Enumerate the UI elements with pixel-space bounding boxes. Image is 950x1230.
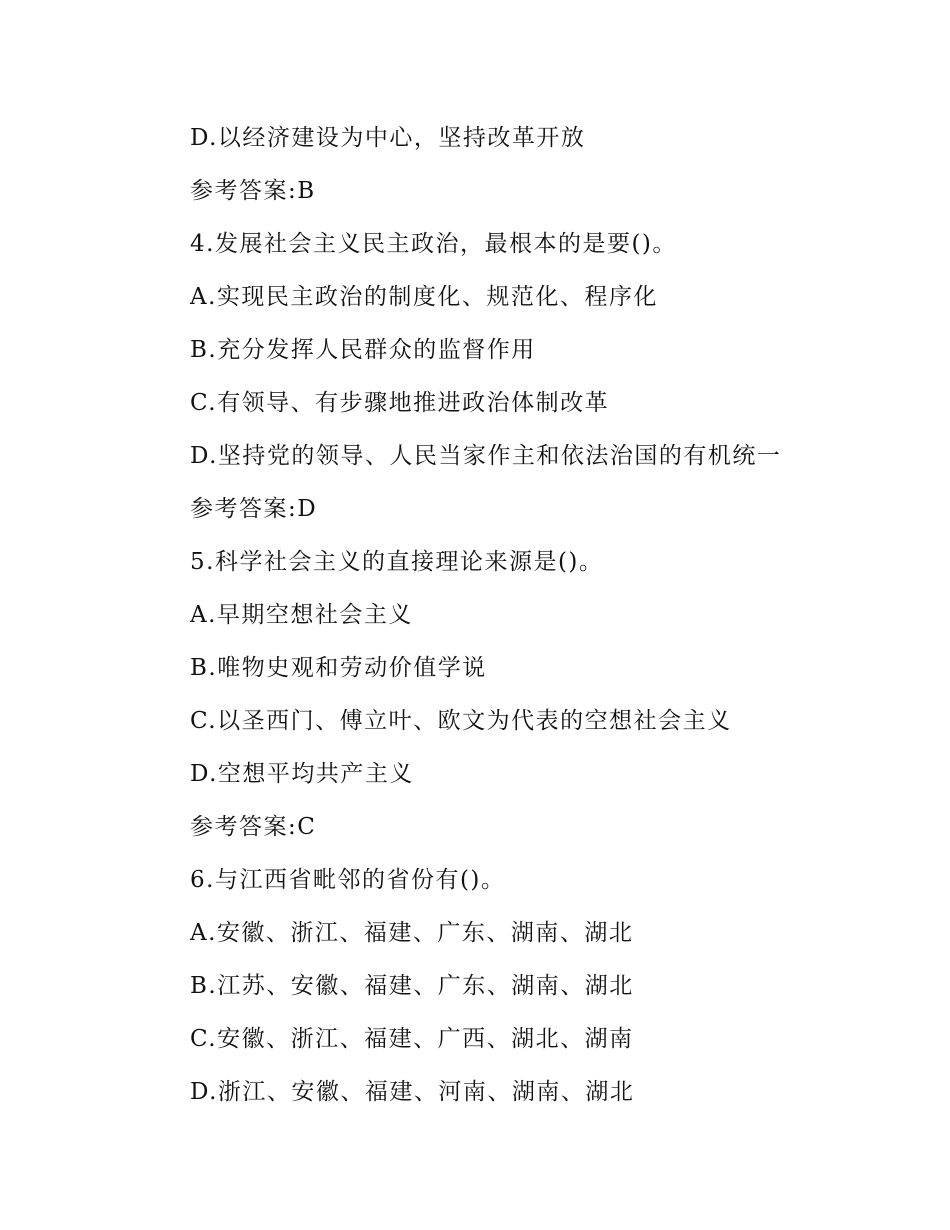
option-b-q6: B.江苏、安徽、福建、广东、湖南、湖北 [190,973,634,999]
answer-q3: 参考答案:B [190,178,316,204]
option-a-q4: A.实现民主政治的制度化、规范化、程序化 [190,284,658,310]
question-5: 5.科学社会主义的直接理论来源是()。 [190,549,604,575]
question-4: 4.发展社会主义民主政治，最根本的是要()。 [190,231,677,257]
option-a-q6: A.安徽、浙江、福建、广东、湖南、湖北 [190,920,634,946]
document-body [190,112,890,1119]
option-d-q4: D.坚持党的领导、人民当家作主和依法治国的有机统一 [190,443,782,469]
answer-q4: 参考答案:D [190,496,318,522]
question-6: 6.与江西省毗邻的省份有()。 [190,867,506,893]
answer-q5: 参考答案:C [190,814,317,840]
option-d-q5: D.空想平均共产主义 [190,761,414,787]
option-b-q4: B.充分发挥人民群众的监督作用 [190,337,536,363]
option-b-q5: B.唯物史观和劳动价值学说 [190,655,487,681]
option-d-q6: D.浙江、安徽、福建、河南、湖南、湖北 [190,1079,635,1105]
option-c-q6: C.安徽、浙江、福建、广西、湖北、湖南 [190,1026,634,1052]
option-d-q3: D.以经济建设为中心，坚持改革开放 [190,125,586,151]
option-a-q5: A.早期空想社会主义 [190,602,413,628]
option-c-q5: C.以圣西门、傅立叶、欧文为代表的空想社会主义 [190,708,732,734]
option-c-q4: C.有领导、有步骤地推进政治体制改革 [190,390,610,416]
